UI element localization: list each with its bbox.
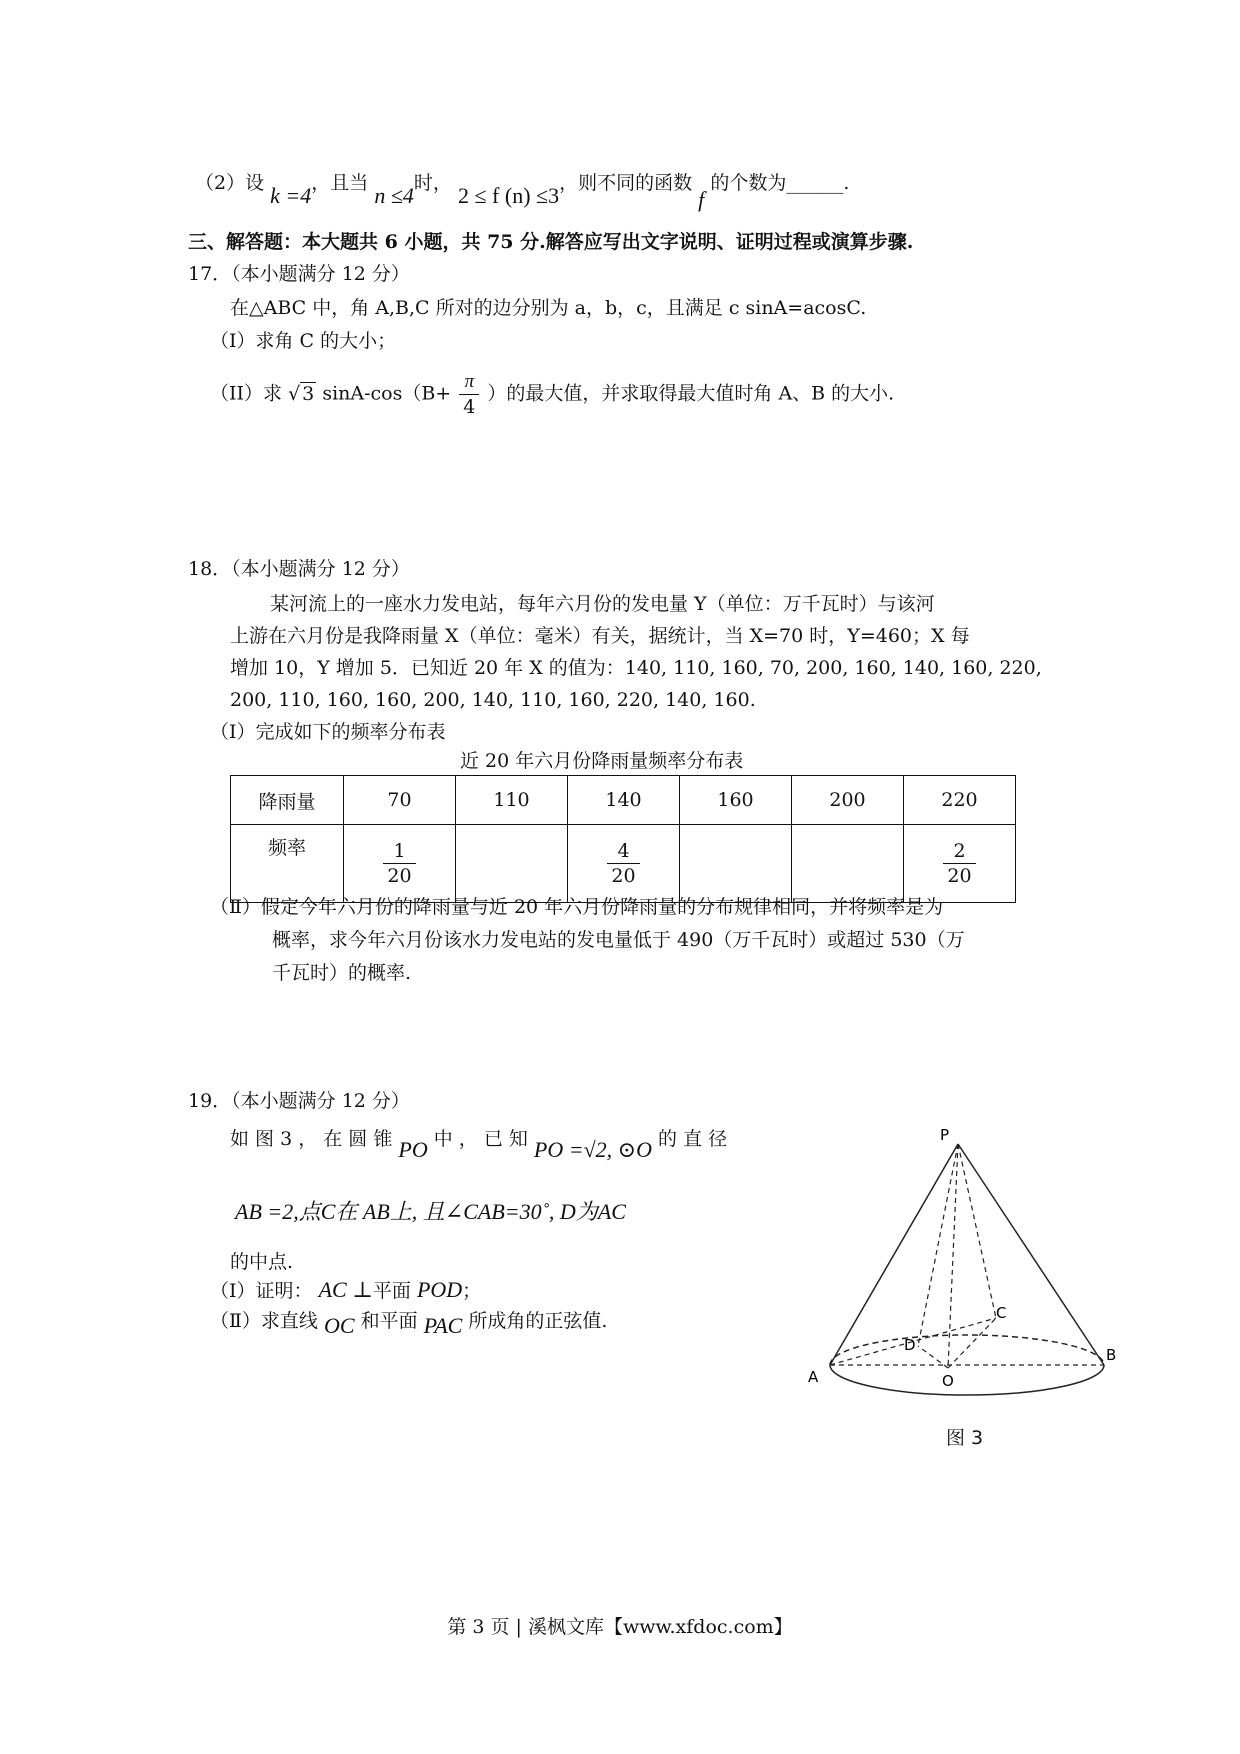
frac-numerator: 4: [607, 839, 639, 864]
q19-header: 19．（本小题满分 12 分）: [188, 1090, 410, 1112]
q16-k-eq: k =4: [270, 183, 312, 208]
q19-part1-math2: POD: [416, 1277, 463, 1302]
table-cell: 220: [904, 776, 1016, 825]
q16-part2-line: [195, 168, 850, 212]
q18-stem-3: 增加 10，Y 增加 5．已知近 20 年 X 的值为：140, 110, 160, 70, 200, 160, 140, 160, 220,: [230, 657, 1042, 679]
table-caption: 近 20 年六月份降雨量频率分布表: [460, 750, 744, 772]
q16-n-le: n ≤4: [374, 183, 414, 208]
slant-pa: [830, 1144, 958, 1365]
q19-line2: AB =2,点C在 AB上, 且∠CAB=30˚, D为AC: [235, 1199, 626, 1224]
q16-range: 2 ≤ f (n) ≤3: [457, 183, 560, 208]
q19-part2-suffix: 所成角的正弦值.: [468, 1310, 608, 1332]
q17-part2-prefix: （II）求: [210, 382, 283, 405]
table-cell: 160: [680, 776, 792, 825]
q19-part2-mid: 和平面: [360, 1310, 418, 1332]
q16-f: f: [698, 187, 705, 212]
q18-stem-4: 200, 110, 160, 160, 200, 140, 110, 160, 220, 140, 160.: [230, 689, 756, 711]
label-p: P: [940, 1126, 950, 1144]
label-c: C: [996, 1304, 1007, 1322]
table-cell: [344, 825, 456, 903]
q19-part2-pac: PAC: [423, 1313, 463, 1338]
table-cell: 140: [568, 776, 680, 825]
frac-denominator: 20: [611, 865, 636, 887]
segment-pc: [958, 1144, 996, 1318]
table-cell-blank: [792, 825, 904, 903]
q17-stem: 在△ABC 中，角 A,B,C 所对的边分别为 a，b，c，且满足 c sinA=acosC.: [230, 297, 867, 319]
q19-part1-prefix: （Ⅰ）证明：: [210, 1280, 313, 1302]
q16-prefix: （2）设: [195, 172, 265, 194]
frac-denominator: 20: [947, 865, 972, 887]
slant-pb: [958, 1144, 1104, 1365]
table-cell: [904, 825, 1016, 903]
q16-suffix: 的个数为______.: [710, 172, 850, 194]
q19-part1: [210, 1276, 481, 1305]
table-row-rainfall: [231, 776, 1016, 825]
page-footer: 第 3 页 | 溪枫文库【www.xfdoc.com】: [447, 1616, 793, 1638]
q19-line1-mid: 中 ， 已 知: [433, 1128, 528, 1150]
table-cell-blank: [680, 825, 792, 903]
frac-numerator: π: [459, 370, 479, 395]
q16-mid3: ，则不同的函数: [559, 172, 693, 194]
label-o: O: [942, 1372, 954, 1390]
table-cell-blank: [456, 825, 568, 903]
frequency-table: [230, 775, 1016, 903]
base-ellipse-front: [830, 1365, 1104, 1395]
cone-figure: [800, 1120, 1130, 1420]
frac-denominator: 20: [387, 865, 412, 887]
q19-part2-prefix: （Ⅱ）求直线: [210, 1310, 318, 1332]
q19-part1-mid: 平面: [372, 1280, 411, 1302]
table-row-label: 频率: [231, 825, 344, 903]
table-row-frequency: [231, 825, 1016, 903]
table-cell: 70: [344, 776, 456, 825]
q17-part1: （I）求角 C 的大小；: [210, 330, 397, 352]
frac-numerator: 1: [383, 839, 415, 864]
q18-part2-1: （Ⅱ）假定今年六月份的降雨量与近 20 年六月份降雨量的分布规律相同，并将频率是为: [210, 896, 944, 918]
q19-po-eq: PO =√2, ⊙O: [533, 1137, 652, 1162]
q17-part2-mid: sinA-cos（B+: [322, 382, 452, 405]
q19-line3: 的中点.: [230, 1251, 294, 1273]
segment-oc: [948, 1318, 996, 1368]
q19-po: PO: [398, 1137, 428, 1162]
frac-numerator: 2: [943, 839, 975, 864]
section3-heading: 三、解答题：本大题共 6 小题，共 75 分.解答应写出文字说明、证明过程或演算步骤.: [188, 231, 914, 253]
label-b: B: [1106, 1346, 1117, 1364]
frac-denominator: 4: [463, 396, 476, 418]
sqrt-3: √ 3: [288, 382, 315, 405]
q16-mid2: 时，: [413, 172, 452, 194]
q17-part2-suffix: ）的最大值，并求取得最大值时角 A、B 的大小.: [487, 382, 895, 405]
base-ellipse-back: [830, 1335, 1104, 1365]
table-row-label: 降雨量: [231, 776, 344, 825]
q19-part1-math: AC ⊥: [318, 1277, 373, 1302]
table-cell: [568, 825, 680, 903]
label-d: D: [904, 1336, 916, 1354]
q19-part2-oc: OC: [323, 1313, 355, 1338]
q18-header: 18．（本小题满分 12 分）: [188, 558, 410, 580]
q18-stem-1: 某河流上的一座水力发电站，每年六月份的发电量 Y（单位：万千瓦时）与该河: [270, 593, 935, 615]
q18-stem-2: 上游在六月份是我降雨量 X（单位：毫米）有关，据统计，当 X=70 时，Y=460；X 每: [230, 625, 970, 647]
q18-part2-2: 概率，求今年六月份该水力发电站的发电量低于 490（万千瓦时）或超过 530（万: [272, 929, 965, 951]
q19-line1-prefix: 如 图 3 ， 在 圆 锥: [230, 1128, 393, 1150]
q17-header: 17．（本小题满分 12 分）: [188, 263, 410, 285]
q19-part2: [210, 1306, 608, 1338]
q18-part1: （Ⅰ）完成如下的频率分布表: [210, 721, 446, 743]
q18-part2-3: 千瓦时）的概率.: [272, 962, 412, 984]
label-a: A: [808, 1368, 819, 1386]
q16-mid1: ，且当: [311, 172, 369, 194]
sqrt-radicand: 3: [302, 382, 315, 405]
pi-over-4: [459, 370, 479, 419]
q19-line1: [230, 1124, 728, 1162]
segment-pd: [918, 1144, 958, 1346]
q17-part2: [210, 370, 894, 419]
q19-line1-suffix: 的 直 径: [658, 1128, 728, 1150]
table-cell: 200: [792, 776, 904, 825]
figure-caption: 图 3: [946, 1427, 984, 1449]
table-cell: 110: [456, 776, 568, 825]
q19-part1-suffix: ；: [462, 1280, 482, 1302]
